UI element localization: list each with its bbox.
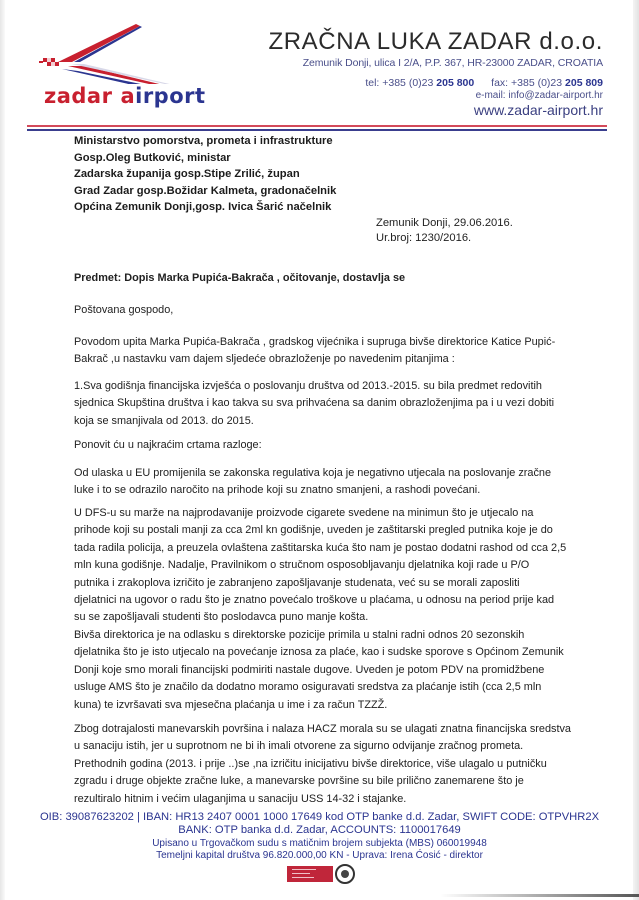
text-line: Povodom upita Marka Pupića-Bakrača , gradskog vijećnika i supruga bivše direktorice Katice Pupić- (74, 336, 556, 348)
text-line: djelatnika što je isto utjecalo na povećanje iznosa za plaće, kao i sudske sporove s Općinom Zemunik (74, 646, 564, 659)
tel-label: tel: (365, 77, 380, 89)
company-letterhead (268, 28, 603, 119)
fax-prefix: +385 (0)23 (511, 77, 563, 89)
recipient-line: Općina Zemunik Donji,gosp. Ivica Šarić načelnik (74, 201, 332, 213)
recipient-line: Ministarstvo pomorstva, prometa i infrastrukture (74, 135, 333, 147)
text-line: sjednica Skupština društva i kao takva su sva prihvaćena sa danim obrazloženjima pa i u vezi dobiti (74, 397, 555, 410)
text-line: Bivša direktorica je na odlasku s direktorske pozicije primila u stalni radni odnos 20 sezonskih (74, 629, 525, 641)
header-rule-red (27, 125, 607, 127)
paragraph-eu-regulation (74, 465, 574, 500)
iso-certification-badge-icon (287, 864, 361, 884)
company-name: ZRAČNA LUKA ZADAR d.o.o. (268, 28, 603, 55)
text-line: tada radila policija, a preuzela ovlaštena zaštitarska kuća što nam je postao dodatni rashod od cca 2,5 (74, 541, 567, 554)
logo-word-zadar: zadar (44, 84, 113, 108)
company-email: e-mail: info@zadar-airport.hr (475, 90, 603, 101)
certification-label-icon (287, 866, 333, 882)
letter-subject: Predmet: Dopis Marka Pupića-Bakrača , očitovanje, dostavlja se (74, 272, 406, 284)
scan-page-edge (633, 0, 639, 900)
scan-page-edge (0, 0, 5, 900)
logo-word-irport: irport (135, 84, 206, 108)
recipient-line: Grad Zadar gosp.Božidar Kalmeta, gradonačelnik (74, 184, 337, 197)
date-line: Zemunik Donji, 29.06.2016. (376, 217, 513, 229)
text-line: Zbog dotrajalosti manevarskih površina i nalaza HACZ morala su se ulagati znatna financijska sredstva (74, 723, 571, 735)
text-line: kuna) te izvršavati sva mjesečna plaćanja u ime i za račun TZZŽ. (74, 698, 388, 711)
text-line: djelatnici na ugovor o radu što je znatno povećalo troškove u plaćama, u odnosu na period prije kad (74, 594, 555, 607)
recipient-line: Zadarska županija gosp.Stipe Zrilić, župan (74, 168, 300, 180)
text-line: Donji koje smo morali financijski podmiriti nastale dugove. Uveden je potom PDV na promidžbene (74, 663, 545, 676)
fax-number: 205 809 (565, 77, 603, 89)
header-rule-blue (27, 129, 607, 131)
text-line: u sanaciju istih, jer u suprotnom ne bi ih imali otvorene za sigurno odvijanje zračnog prometa. (74, 740, 524, 753)
salutation: Poštovana gospodo, (74, 304, 174, 316)
footer-bank-details: OIB: 39087623202 | IBAN: HR13 2407 0001 1000 17649 kod OTP banke d.d. Zadar, SWIFT CODE: OTPVHR2X (39, 811, 600, 823)
date-reference-block (376, 216, 513, 246)
text-line: rezultiralo hitnim i većim ulaganjima u sanaciju USS 14-32 i stajanke. (74, 792, 407, 805)
text-line: su se zapošljavali studenti što poslodavca puno manje košta. (74, 611, 369, 624)
zadar-airport-logo (28, 22, 206, 112)
text-line: zgradu i druge objekte zračne luke, a manevarske površine su bile prilično zanemarene što je (74, 775, 524, 788)
tel-number: 205 800 (436, 77, 475, 89)
reference-number: Ur.broj: 1230/2016. (376, 232, 472, 244)
text-line: putnika i zrakoplova izričito je zabranjeno zapošljavanje studenata, već su se morali zaposliti (74, 576, 520, 589)
paragraph-former-director (74, 627, 574, 714)
paragraph-intro (74, 334, 574, 369)
text-line: Bakrač ,u nastavku vam dajem sljedeće obrazloženje po navedenim pitanjima : (74, 353, 455, 366)
text-line: Ponovit ću u najkraćim crtama razloge: (74, 439, 262, 451)
text-line: luke i to se odrazilo naročito na prihode koji su znatno smanjeni, a rashodi povećani. (74, 484, 481, 497)
footer-registration: Upisano u Trgovačkom sudu s matičnim brojem subjekta (MBS) 060019948 (152, 838, 487, 849)
recipient-line: Gosp.Oleg Butković, ministar (74, 151, 231, 164)
certification-seal-icon (335, 864, 355, 884)
footer-bank-account: BANK: OTP banka d.d. Zadar, ACCOUNTS: 1100017649 (178, 824, 461, 836)
footer-capital: Temeljni kapital društva 96.820.000,00 KN - Uprava: Irena Ćosić - direktor (156, 850, 483, 861)
text-line: mln kuna godišnje. Nadalje, Pravilnikom o stručnom osposobljavanju djelatnika koji rade u P/O (74, 559, 530, 572)
text-line: koja se smanjivala od 2013. do 2015. (74, 414, 254, 427)
fax-label: fax: (491, 77, 509, 89)
text-line: 1.Sva godišnja financijska izvješća o poslovanju društva od 2013.-2015. su bila predmet redovitih (74, 380, 542, 392)
logo-wordmark (44, 84, 206, 108)
paragraph-financial-reports (74, 378, 574, 430)
company-address: Zemunik Donji, ulica I 2/A, P.P. 367, HR-23000 ZADAR, CROATIA (302, 57, 603, 69)
logo-letter-a: a (120, 84, 136, 108)
text-line: usluge AMS što je značilo da dodatno moramo osiguravati sredstva za plaćanje istih (cca 2,5 mln (74, 681, 542, 694)
text-line: Od ulaska u EU promijenila se zakonska regulativa koja je negativno utjecala na poslovanje zračne (74, 467, 552, 479)
paragraph-maneuvering-areas (74, 721, 574, 808)
tel-prefix: +385 (0)23 (382, 77, 434, 89)
scan-page-shadow (440, 894, 639, 897)
plane-chevron-logo-icon (28, 22, 188, 84)
paragraph-dfs-margins (74, 505, 574, 627)
recipient-block (74, 133, 336, 216)
paragraph-reasons-intro (74, 437, 574, 454)
company-website: www.zadar-airport.hr (473, 102, 603, 118)
text-line: Prethodnih godina (2013. i prije ..)se ,na izričitu inicijativu bivše direktorice, više ulagalo u putničku (74, 757, 547, 770)
company-phone-fax (268, 76, 603, 90)
text-line: prihode koji su postali manji za cca 2ml kn godišnje, uveden je zaštitarski pregled putnika koje je do (74, 524, 553, 537)
text-line: U DFS-u su marže na najprodavanije proizvode cigarete svedene na minimun što je utjecalo na (74, 507, 534, 519)
